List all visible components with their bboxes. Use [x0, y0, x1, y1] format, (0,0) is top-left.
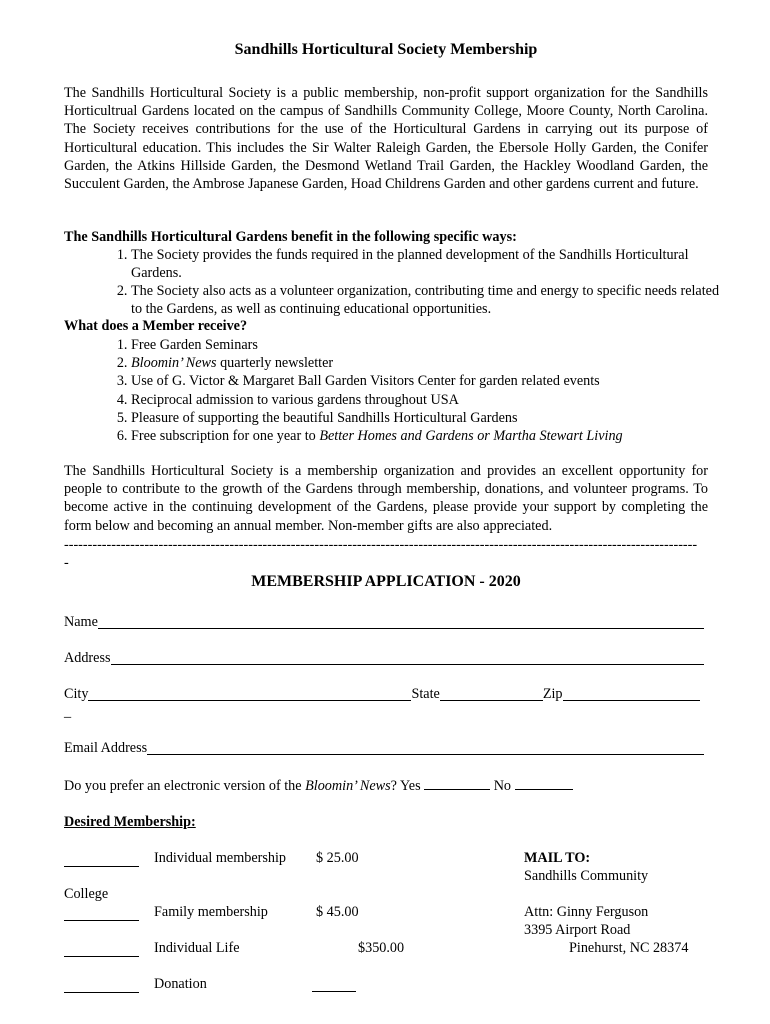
mail-line-2: Attn: Ginny Ferguson: [524, 904, 649, 920]
address-field[interactable]: [111, 650, 705, 665]
membership-row-family: [64, 904, 464, 922]
benefits-heading: The Sandhills Horticultural Gardens benefit in the following specific ways:: [64, 229, 517, 245]
donation-amount-blank[interactable]: [312, 976, 356, 992]
mail-line-1: Sandhills Community: [524, 868, 649, 884]
document-title: Sandhills Horticultural Society Membership: [234, 41, 538, 58]
closing-paragraph: The Sandhills Horticultural Society is a membership organization and provides an excellent opportunity for people to contribute to the growth of the Gardens through membership, donations, and volunteer programs. To become active in the continuing development of the Gardens, please provide your support by completing the form below and becoming an annual member. Non-member gifts are also appreciated.: [64, 463, 708, 534]
magazine-names: Better Homes and Gardens or Martha Stewart Living: [319, 428, 623, 445]
preference-text: Do you prefer an electronic version of the: [64, 778, 306, 794]
zip-label: Zip: [542, 686, 563, 702]
receive-item: [131, 427, 751, 445]
application-title: MEMBERSHIP APPLICATION - 2020: [251, 573, 521, 590]
membership-checkbox-blank[interactable]: [64, 940, 139, 957]
no-blank[interactable]: [515, 777, 573, 790]
zip-field[interactable]: [563, 686, 700, 701]
benefit-item: 1. The Society provides the funds required in the planned development of the Sandhills Horticultural Gardens.: [131, 246, 731, 282]
membership-price: $ 45.00: [316, 904, 359, 920]
name-label: Name: [64, 614, 98, 630]
receive-item: [131, 354, 751, 372]
receive-item: 1. Free Garden Seminars: [131, 336, 751, 354]
address-field-row: [64, 650, 704, 667]
membership-name: Individual membership: [154, 850, 286, 866]
mail-to-heading: MAIL TO:: [524, 850, 591, 866]
benefit-item: 2. The Society also acts as a volunteer organization, contributing time and energy to specific needs related to the Gardens, as well as continuing educational opportunities.: [131, 282, 731, 318]
receive-heading: What does a Member receive?: [64, 318, 248, 334]
city-state-zip-row: [64, 686, 700, 703]
membership-checkbox-blank[interactable]: [64, 976, 139, 993]
receive-list: [64, 336, 751, 445]
membership-row-life: [64, 940, 464, 958]
email-field-row: [64, 740, 704, 757]
name-field[interactable]: [98, 614, 704, 629]
membership-name: Donation: [154, 976, 207, 992]
intro-paragraph: The Sandhills Horticultural Society is a public membership, non-profit support organization for the Sandhills Horticultrual Gardens located on the campus of Sandhills Community College, Moore County, North Carolina. The Society receives contributions for the use of the Horticultural Gardens in carrying out its purpose of Horticultural education. This includes the Sir Walter Raleigh Garden, the Ebersole Holly Garden, the Conifer Garden, the Atkins Hillside Garden, the Desmond Wetland Trail Garden, the Hackley Woodland Garden, the Succulent Garden, the Ambrose Japanese Garden, Hoad Childrens Garden and other gardens current and future.: [64, 85, 708, 193]
mail-to-block: [524, 849, 648, 885]
yes-blank[interactable]: [424, 777, 490, 790]
membership-row-individual: [64, 850, 464, 868]
name-field-row: [64, 614, 704, 631]
address-label: Address: [64, 650, 111, 666]
mail-line-4: Pinehurst, NC 28374: [569, 940, 689, 956]
membership-row-donation: [64, 976, 464, 994]
receive-item: 3. Use of G. Victor & Margaret Ball Garden Visitors Center for garden related events: [131, 372, 751, 390]
membership-price: $ 25.00: [316, 850, 359, 866]
receive-item-text: Free subscription for one year to: [131, 428, 320, 445]
membership-name: Individual Life: [154, 940, 240, 956]
receive-item: 5. Pleasure of supporting the beautiful Sandhills Horticultural Gardens: [131, 409, 751, 427]
zip-overflow: _: [64, 704, 72, 720]
membership-name: Family membership: [154, 904, 268, 920]
newsletter-preference-row: [64, 777, 573, 795]
desired-membership-heading: Desired Membership:: [64, 814, 196, 830]
state-field[interactable]: [440, 686, 543, 701]
cut-line: --------------------------------------------------------------------------------------------------------------------------------------: [64, 537, 698, 553]
mail-line-3: 3395 Airport Road: [524, 922, 631, 938]
benefits-list: [64, 246, 731, 318]
state-label: State: [411, 686, 440, 702]
city-label: City: [64, 686, 89, 702]
mail-address-block: [524, 903, 688, 957]
cut-line-tail: -: [64, 555, 69, 571]
email-label: Email Address: [64, 740, 148, 756]
city-field[interactable]: [88, 686, 411, 701]
membership-checkbox-blank[interactable]: [64, 904, 139, 921]
newsletter-name: Bloomin’ News: [131, 355, 217, 372]
receive-item-text: quarterly newsletter: [216, 355, 334, 372]
membership-price: $350.00: [358, 940, 405, 956]
email-field[interactable]: [147, 740, 704, 755]
college-label: College: [64, 886, 109, 902]
receive-item: 4. Reciprocal admission to various gardens throughout USA: [131, 391, 751, 409]
no-label: No: [493, 778, 512, 794]
newsletter-name: Bloomin’ News: [305, 778, 391, 794]
membership-checkbox-blank[interactable]: [64, 850, 139, 867]
yes-label: ? Yes: [390, 778, 421, 794]
